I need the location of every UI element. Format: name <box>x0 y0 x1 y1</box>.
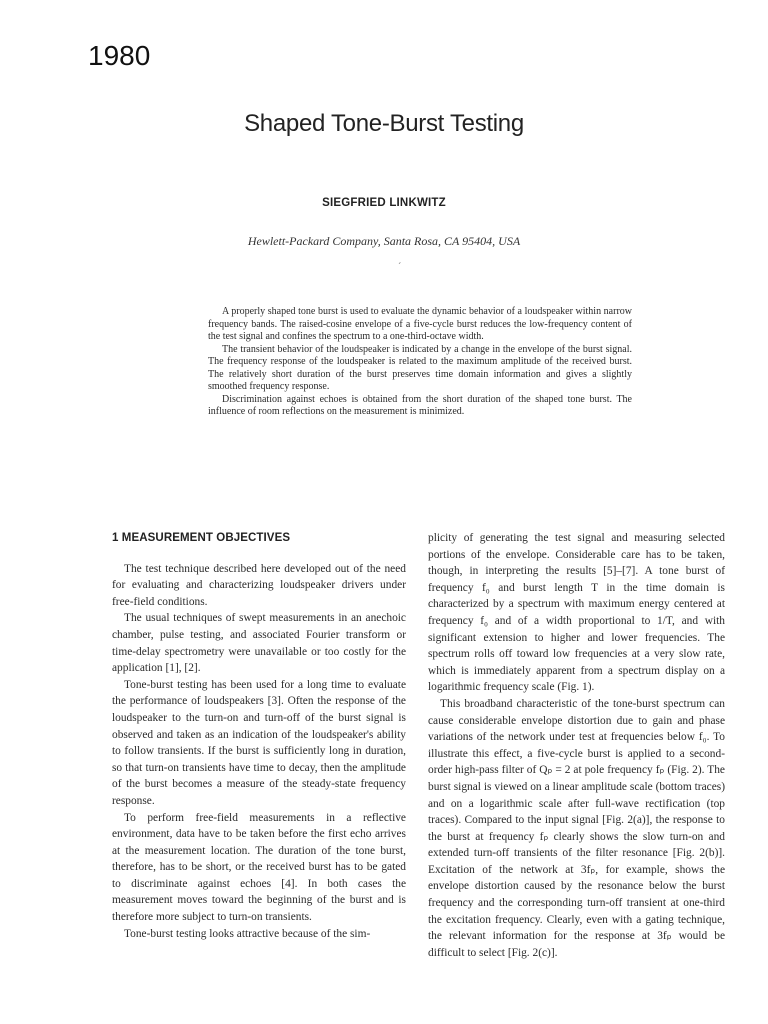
abstract-paragraph: The transient behavior of the loudspeaker is indicated by a change in the envelope of the burst signal. The frequency response of the loudspeaker is related to the maximum amplitude of the received burst. The relatively short duration of the burst preserves time domain information and gives a slightly smoothed frequency response. <box>208 343 632 392</box>
body-paragraph: plicity of generating the test signal and measuring selected portions of the envelope. Considerable care has to be taken, though, in interpreting the results [5]–[7]. A tone burst of frequency f₀ and burst length T in the time domain is characterized by a spectrum with maximum energy centered at frequency f₀ and of a width proportional to 1/T, and with significant extension to higher and lower frequencies. The spectrum rolls off toward low frequencies at a very slow rate, which is immediately apparent from a spectrum display on a logarithmic frequency scale (Fig. 1). <box>428 532 725 694</box>
author-affiliation: Hewlett-Packard Company, Santa Rosa, CA 95404, USA <box>247 234 521 248</box>
body-paragraph: Tone-burst testing has been used for a long time to evaluate the performance of loudspeakers [3]. Often the response of the loudspeaker to the turn-on and turn-off of the burst signal is observed and taken as an indication of the loudspeaker's ability to follow transients. If the burst is sufficiently long in duration, so that turn-on transients have time to decay, then the amplitude of the burst becomes a measure of the steady-state frequency response. <box>112 678 406 807</box>
abstract-paragraph: Discrimination against echoes is obtained from the short duration of the shaped tone burst. The influence of room reflections on the measurement is minimized. <box>208 393 632 417</box>
stray-mark: ´ <box>398 262 402 273</box>
body-paragraph: Tone-burst testing looks attractive because of the sim- <box>124 927 371 940</box>
body-paragraph: The usual techniques of swept measurements in an anechoic chamber, pulse testing, and associated Fourier transform or time-delay spectrometry were unavailable or too costly for the application [1], [2]. <box>112 612 406 675</box>
body-column-left <box>112 530 406 942</box>
body-column-right <box>428 530 725 961</box>
paper-title: Shaped Tone-Burst Testing <box>244 110 524 137</box>
body-paragraph: This broadband characteristic of the tone-burst spectrum can cause considerable envelope distortion due to gain and phase variations of the network under test at frequencies below f₀. To illustrate this effect, a five-cycle burst is applied to a second-order high-pass filter of Qₚ = 2 at pole frequency fₚ (Fig. 2). The burst signal is viewed on a linear amplitude scale (bottom traces) and on a logarithmic scale after full-wave rectification (top traces). Compared to the input signal [Fig. 2(a)], the response to the burst at frequency fₚ clearly shows the slow turn-on and extended turn-off transients of the filter resonance [Fig. 2(b)]. Excitation of the network at 3fₚ, for example, shows the envelope distortion caused by the resonance below the burst frequency and the corresponding turn-off transient at one-third the excitation frequency. Clearly, even with a gating technique, the relevant information for the response at 3fₚ would be difficult to select [Fig. 2(c)]. <box>428 697 725 959</box>
year-label: 1980 <box>88 40 151 71</box>
abstract <box>208 306 632 419</box>
section-heading: 1 MEASUREMENT OBJECTIVES <box>112 532 291 544</box>
author-name: SIEGFRIED LINKWITZ <box>322 197 446 209</box>
abstract-paragraph: A properly shaped tone burst is used to evaluate the dynamic behavior of a loudspeaker within narrow frequency bands. The raised-cosine envelope of a five-cycle burst reduces the low-frequency content of the test signal and confines the spectrum to a one-third-octave width. <box>208 306 632 342</box>
body-paragraph: The test technique described here developed out of the need for evaluating and characterizing loudspeaker drivers under free-field conditions. <box>112 562 406 608</box>
body-paragraph: To perform free-field measurements in a reflective environment, data have to be taken before the first echo arrives at the measurement location. The duration of the tone burst, therefore, has to be short, or the received burst has to be gated to discriminate against echoes [4]. In both cases the measurement moves toward the beginning of the burst and is therefore more subject to turn-on transients. <box>112 811 406 924</box>
